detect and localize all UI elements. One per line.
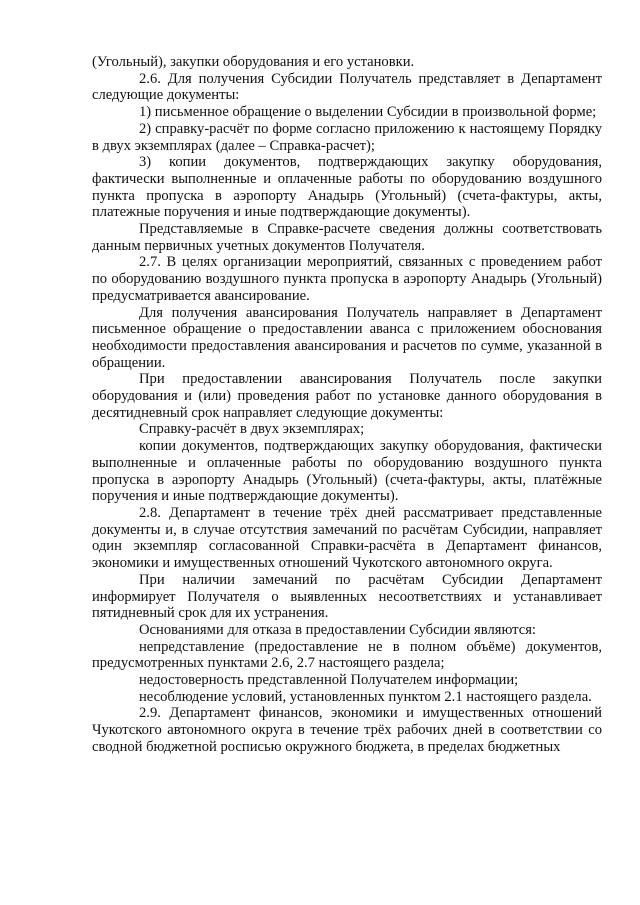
list-item-nonsubmission: непредставление (предоставление не в полном объёме) документов, предусмотренных пунктами 2.6, 2.7 настоящего раздела;	[92, 638, 602, 672]
paragraph-advance-request: Для получения авансирования Получатель направляет в Департамент письменное обращение о предоставлении аванса с приложением обоснования необходимости предоставления авансирования и расчетов по сумме, указанной в обращении.	[92, 304, 602, 371]
list-item-calc-reference: Справку-расчёт в двух экземплярах;	[139, 421, 365, 438]
list-item-2: 2) справку-расчёт по форме согласно приложению к настоящему Порядку в двух экземплярах (далее – Справка-расчет);	[92, 120, 602, 154]
paragraph-advance-documents: При предоставлении авансирования Получатель после закупки оборудования и (или) проведения работ по установке данного оборудования в десятидневный срок направляет следующие документы:	[92, 371, 602, 421]
paragraph-reference-info: Представляемые в Справке-расчете сведения должны соответствовать данным первичных учетных документов Получателя.	[92, 221, 602, 254]
paragraph-remarks: При наличии замечаний по расчётам Субсидии Департамент информирует Получателя о выявленных несоответствиях и устанавливает пятидневный срок для их устранения.	[92, 571, 602, 622]
list-item-noncompliance: несоблюдение условий, установленных пунктом 2.1 настоящего раздела.	[139, 688, 592, 705]
paragraph-continuation: (Угольный), закупки оборудования и его установки.	[92, 54, 415, 70]
list-item-inaccuracy: недостоверность представленной Получателем информации;	[139, 672, 519, 689]
list-item-3: 3) копии документов, подтверждающих закупку оборудования, фактически выполненные и оплаченные работы по оборудованию воздушного пункта пропуска в аэропорту Анадырь (Угольный) (счета-фактуры, акты, платежные поручения и иные подтверждающие документы).	[92, 154, 602, 221]
paragraph-2-8: 2.8. Департамент в течение трёх дней рассматривает представленные документы и, в случае отсутствия замечаний по расчётам Субсидии, направляет один экземпляр согласованной Справки-расчёта в Департамент финансов, экономики и имущественных отношений Чукотского автономного округа.	[92, 504, 602, 572]
document-page	[92, 54, 602, 756]
paragraph-2-6: 2.6. Для получения Субсидии Получатель представляет в Департамент следующие документы:	[92, 70, 602, 104]
paragraph-2-7: 2.7. В целях организации мероприятий, связанных с проведением работ по оборудованию воздушного пункта пропуска в аэропорту Анадырь (Угольный) предусматривается авансирование.	[92, 254, 602, 304]
list-item-document-copies: копии документов, подтверждающих закупку оборудования, фактически выполненные и оплаченные работы по оборудованию воздушного пункта пропуска в аэропорту Анадырь (Угольный) (счета-фактуры, акты, платёжные поручения и иные подтверждающие документы).	[92, 438, 602, 505]
paragraph-refusal-grounds: Основаниями для отказа в предоставлении Субсидии являются:	[139, 621, 536, 638]
list-item-1: 1) письменное обращение о выделении Субсидии в произвольной форме;	[139, 104, 597, 121]
paragraph-2-9: 2.9. Департамент финансов, экономики и имущественных отношений Чукотского автономного округа в течение трёх рабочих дней в соответствии со сводной бюджетной росписью окружного бюджета, в пределах бюджетных	[92, 705, 602, 755]
